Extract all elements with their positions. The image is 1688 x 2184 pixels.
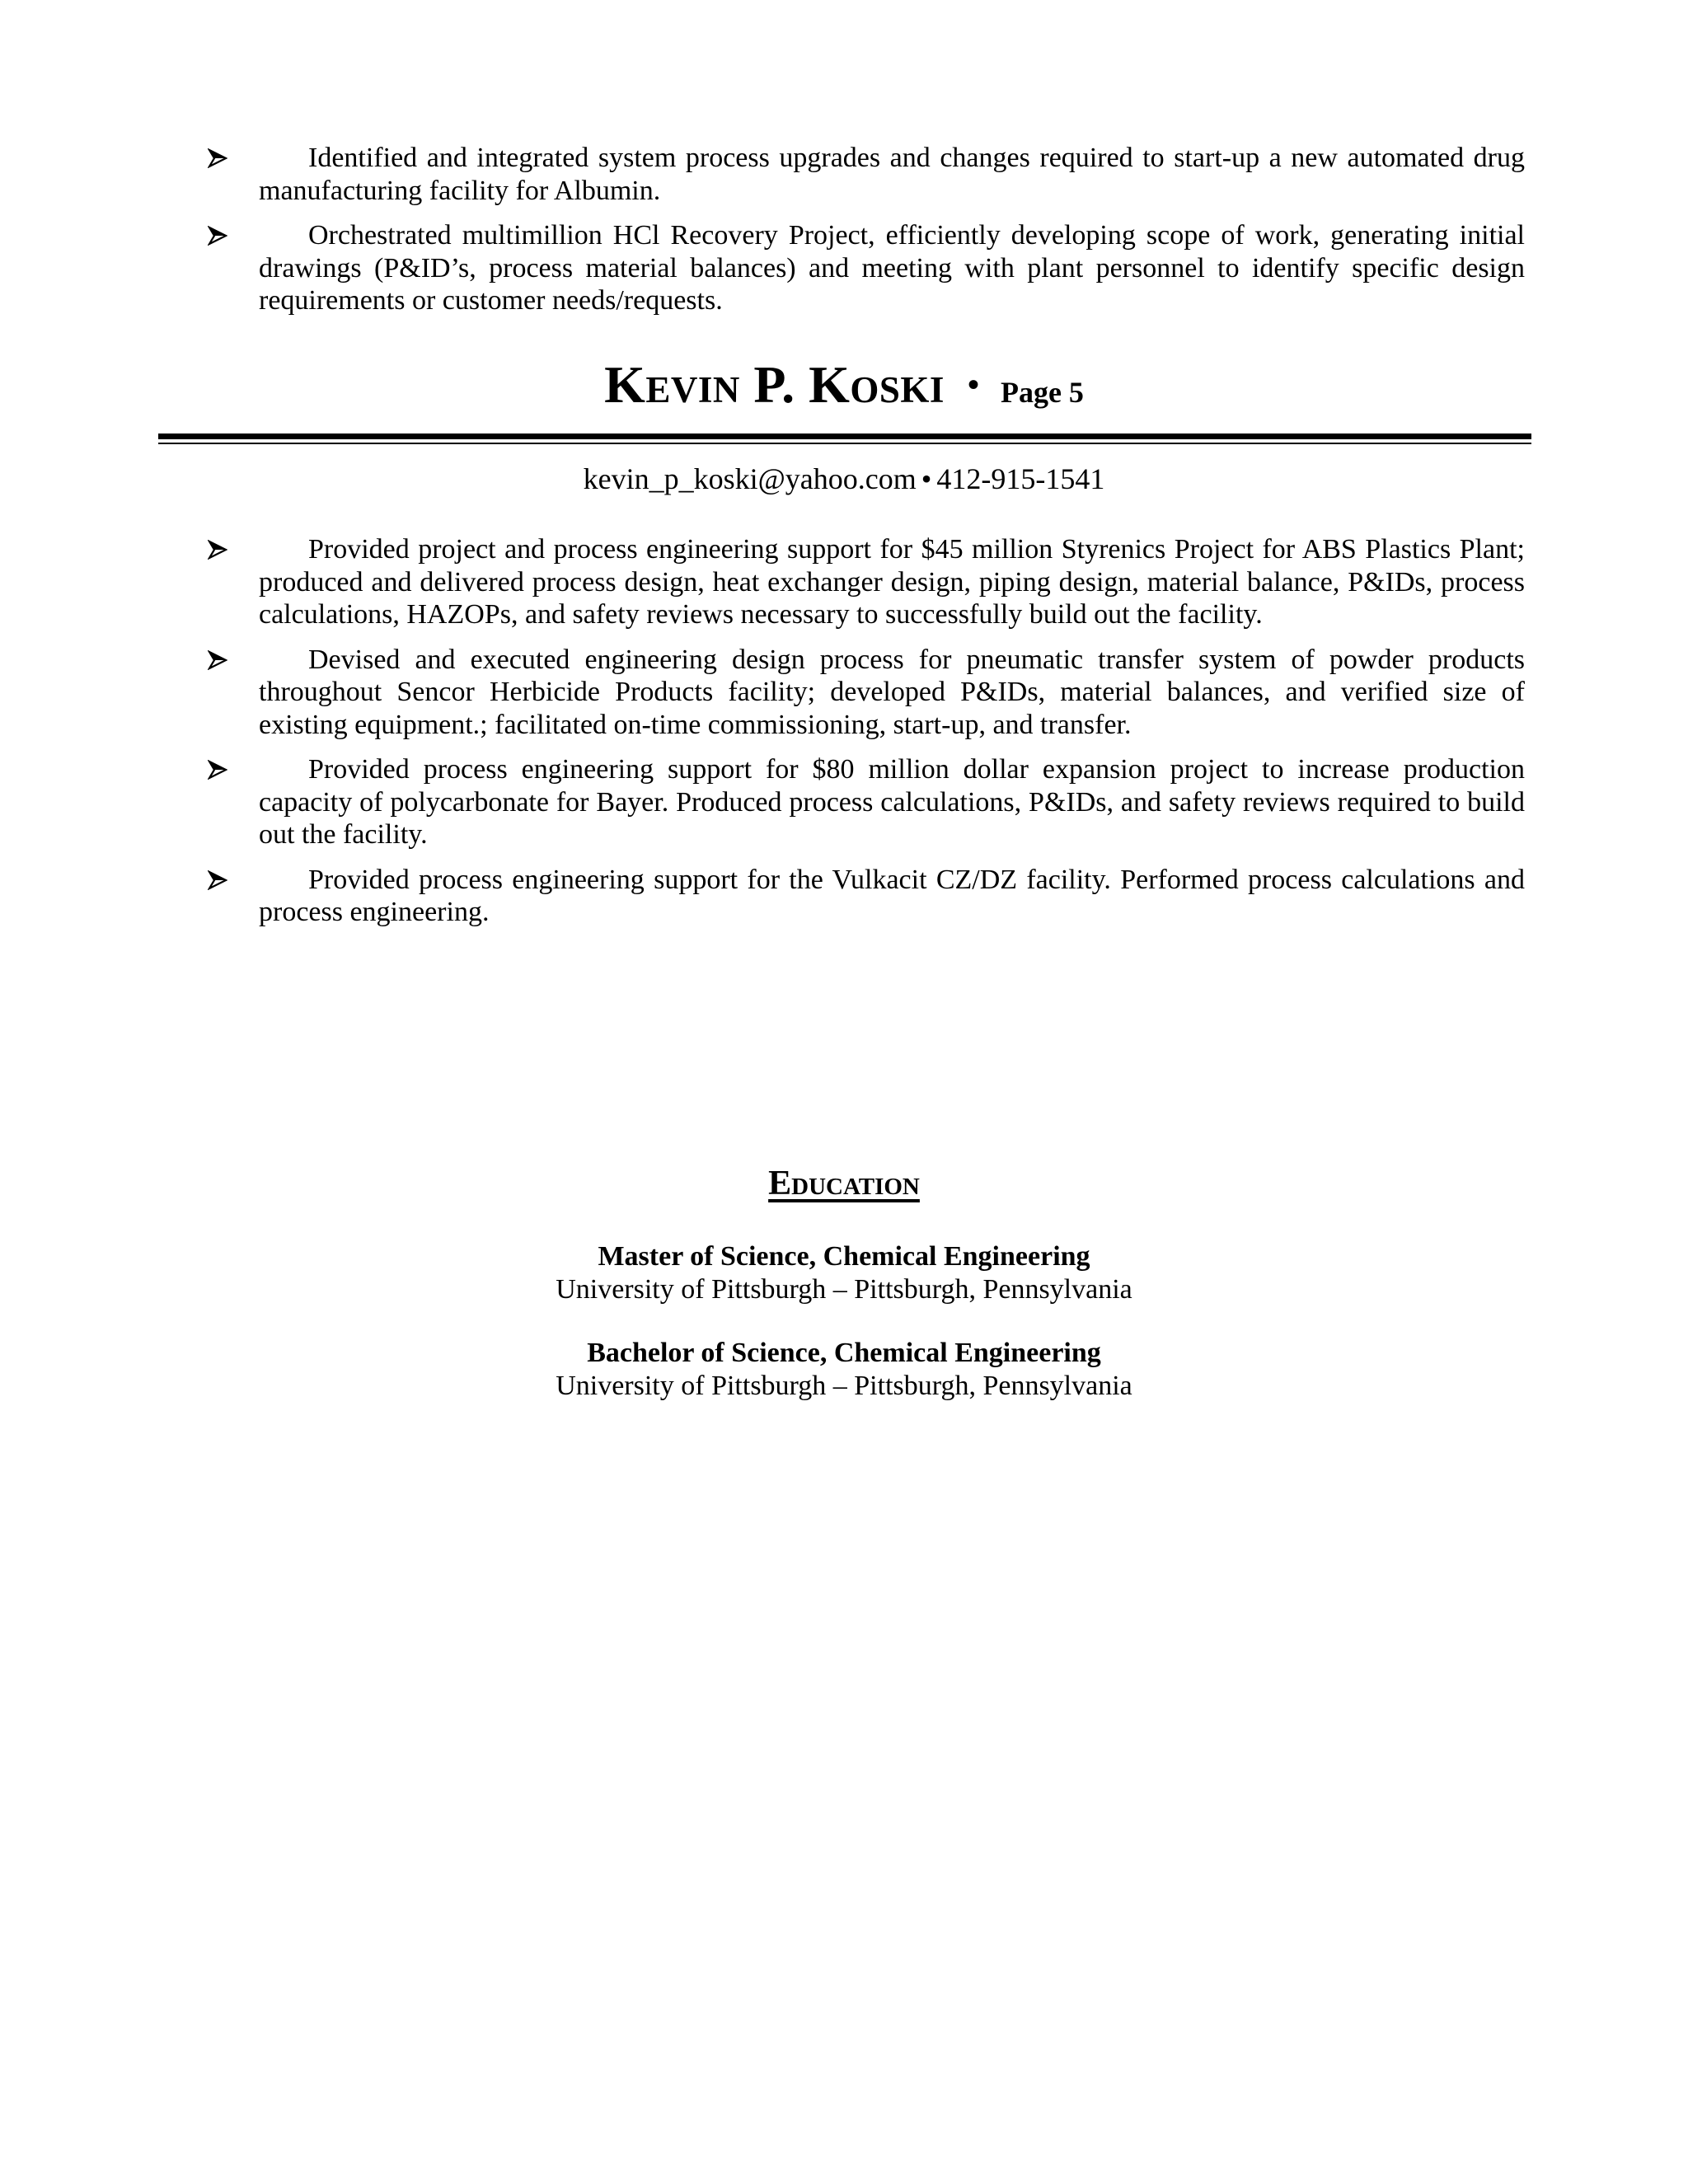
bullet-text: Devised and executed engineering design process for pneumatic transfer system of powder products throughout Sencor Herbicide Products facility; developed P&IDs, material balances, and verified size of existing equipment.; facilitated on-time commissioning, start-up, and transfer. (259, 644, 1525, 740)
list-item (206, 219, 1525, 317)
arrowhead-bullet-icon (206, 753, 231, 786)
arrowhead-bullet-icon (206, 142, 231, 175)
experience-bullets (206, 533, 1525, 941)
degree-entry (0, 1337, 1688, 1403)
header-rule-thin (158, 443, 1531, 444)
list-item (206, 142, 1525, 207)
arrowhead-bullet-icon (206, 219, 231, 252)
page-header (0, 354, 1688, 415)
contact-line (0, 462, 1688, 496)
arrowhead-bullet-icon (206, 644, 231, 677)
page-number: Page 5 (1000, 376, 1084, 409)
degree-school: University of Pittsburgh – Pittsburgh, Pennsylvania (556, 1274, 1132, 1305)
experience-bullets-continued (206, 142, 1525, 330)
list-item (206, 753, 1525, 851)
candidate-name: Kevin P. Koski (604, 355, 945, 414)
arrowhead-bullet-icon (206, 533, 231, 566)
bullet-text: Provided process engineering support for $80 million dollar expansion project to increase production capacity of polycarbonate for Bayer. Produced process calculations, P&IDs, and safety reviews required to build out the facility. (259, 754, 1525, 850)
bullet-text: Provided process engineering support for the Vulkacit CZ/DZ facility. Performed process calculations and process engineering. (259, 864, 1525, 927)
education-heading: Education (768, 1165, 920, 1202)
header-separator: • (967, 366, 979, 403)
list-item (206, 864, 1525, 929)
degree-school: University of Pittsburgh – Pittsburgh, Pennsylvania (556, 1371, 1132, 1401)
email-text: kevin_p_koski@yahoo.com (583, 462, 917, 495)
degree-title: Master of Science, Chemical Engineering (598, 1241, 1090, 1272)
arrowhead-bullet-icon (206, 864, 231, 897)
degree-entry (0, 1240, 1688, 1306)
contact-separator: • (921, 462, 932, 495)
phone-text: 412-915-1541 (936, 462, 1105, 495)
bullet-text: Provided project and process engineering support for $45 million Styrenics Project for ABS Plastics Plant; produced and delivered process design, heat exchanger design, piping design, material balance, P&IDs, process calculations, HAZOPs, and safety reviews necessary to successfully build out the facility. (259, 534, 1525, 630)
list-item (206, 533, 1525, 631)
header-rule-thick (158, 434, 1531, 439)
bullet-text: Identified and integrated system process upgrades and changes required to start-up a new automated drug manufacturing facility for Albumin. (259, 143, 1525, 206)
bullet-text: Orchestrated multimillion HCl Recovery Project, efficiently developing scope of work, generating initial drawings (P&ID’s, process material balances) and meeting with plant personnel to identify specific design requirements or customer needs/requests. (259, 220, 1525, 316)
degree-title: Bachelor of Science, Chemical Engineering (587, 1338, 1101, 1368)
list-item (206, 644, 1525, 742)
